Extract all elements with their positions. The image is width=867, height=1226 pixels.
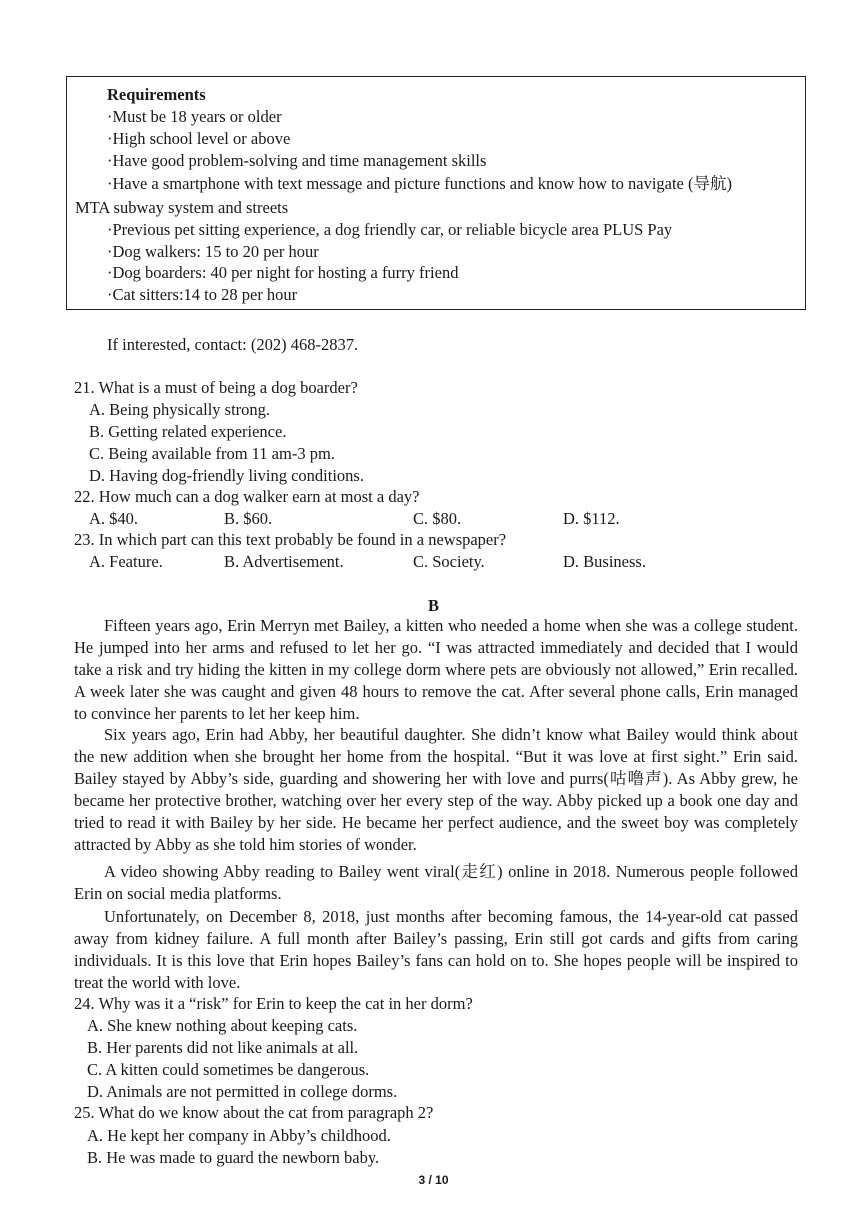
passage-paragraph: Unfortunately, on December 8, 2018, just months after becoming famous, the 14-year-old cat passed away from kidney failure. A full month after Bailey’s passing, Erin still got cards and gifts from caring individuals. It is this love that Erin hopes Bailey’s fans can hold on to. She hopes people will be inspired to treat the world with love.: [74, 907, 798, 992]
contact-line: If interested, contact: (202) 468-2837.: [107, 335, 359, 354]
question-option: B. Advertisement.: [224, 552, 344, 571]
question-option: C. Being available from 11 am-3 pm.: [89, 444, 335, 463]
passage-paragraph: Six years ago, Erin had Abby, her beautiful daughter. She didn’t know what Bailey would think about the new addition when she brought her home from the hospital. “But it was love at first sight.” Erin said. Bailey stayed by Abby’s side, guarding and showering her with love and purrs(咕噜声). As Abby grew, he became her protective brother, watching over her every step of the way. Abby picked up a book one day and tried to read it with Bailey by her side. He became her perfect audience, and the sweet boy was completely attracted by Abby as she told him stories of wonder.: [74, 725, 798, 854]
question-option: B. Getting related experience.: [89, 422, 287, 441]
requirement-item: ·High school level or above: [107, 129, 291, 148]
requirements-title: Requirements: [107, 85, 206, 104]
requirement-item: ·Previous pet sitting experience, a dog friendly car, or reliable bicycle area PLUS Pay: [107, 220, 673, 239]
requirement-item: ·Dog boarders: 40 per night for hosting a furry friend: [107, 263, 459, 282]
requirement-item-continued: MTA subway system and streets: [75, 198, 289, 217]
section-heading: B: [428, 596, 440, 615]
question-option: A. Feature.: [89, 552, 163, 571]
requirement-item: ·Must be 18 years or older: [107, 107, 282, 126]
question-option: A. He kept her company in Abby’s childhood.: [87, 1126, 391, 1145]
requirement-item: ·Dog walkers: 15 to 20 per hour: [107, 242, 319, 261]
question-stem: 24. Why was it a “risk” for Erin to keep the cat in her dorm?: [74, 994, 473, 1013]
passage-paragraph: A video showing Abby reading to Bailey went viral(走红) online in 2018. Numerous people followed Erin on social media platforms.: [74, 862, 798, 903]
question-option: B. He was made to guard the newborn baby.: [87, 1148, 380, 1167]
question-option: D. Having dog-friendly living conditions.: [89, 466, 364, 485]
question-option: B. Her parents did not like animals at all.: [87, 1038, 359, 1057]
question-option: A. She knew nothing about keeping cats.: [87, 1016, 358, 1035]
requirement-item: ·Cat sitters:14 to 28 per hour: [107, 285, 298, 304]
question-option: C. A kitten could sometimes be dangerous.: [87, 1060, 370, 1079]
requirement-item: ·Have good problem-solving and time management skills: [107, 151, 487, 170]
question-stem: 21. What is a must of being a dog boarder?: [74, 378, 358, 397]
question-option: C. $80.: [413, 509, 462, 528]
passage-paragraph: Fifteen years ago, Erin Merryn met Bailey, a kitten who needed a home when she was a college student. He jumped into her arms and refused to let her go. “I was attracted immediately and decided that I would take a risk and try hiding the kitten in my college dorm where pets are obviously not allowed,” Erin recalled. A week later she was caught and given 48 hours to remove the cat. After several phone calls, Erin managed to convince her parents to let her keep him.: [74, 616, 798, 723]
requirement-item: ·Have a smartphone with text message and picture functions and know how to navigate (导航): [107, 174, 732, 193]
page-number: 3 / 10: [418, 1173, 449, 1187]
question-option: B. $60.: [224, 509, 273, 528]
question-option: C. Society.: [413, 552, 485, 571]
question-option: A. Being physically strong.: [89, 400, 271, 419]
question-stem: 25. What do we know about the cat from paragraph 2?: [74, 1103, 434, 1122]
question-stem: 23. In which part can this text probably be found in a newspaper?: [74, 530, 507, 549]
question-option: D. $112.: [563, 509, 620, 528]
question-stem: 22. How much can a dog walker earn at most a day?: [74, 487, 420, 506]
question-option: D. Animals are not permitted in college dorms.: [87, 1082, 398, 1101]
question-option: A. $40.: [89, 509, 139, 528]
question-option: D. Business.: [563, 552, 646, 571]
